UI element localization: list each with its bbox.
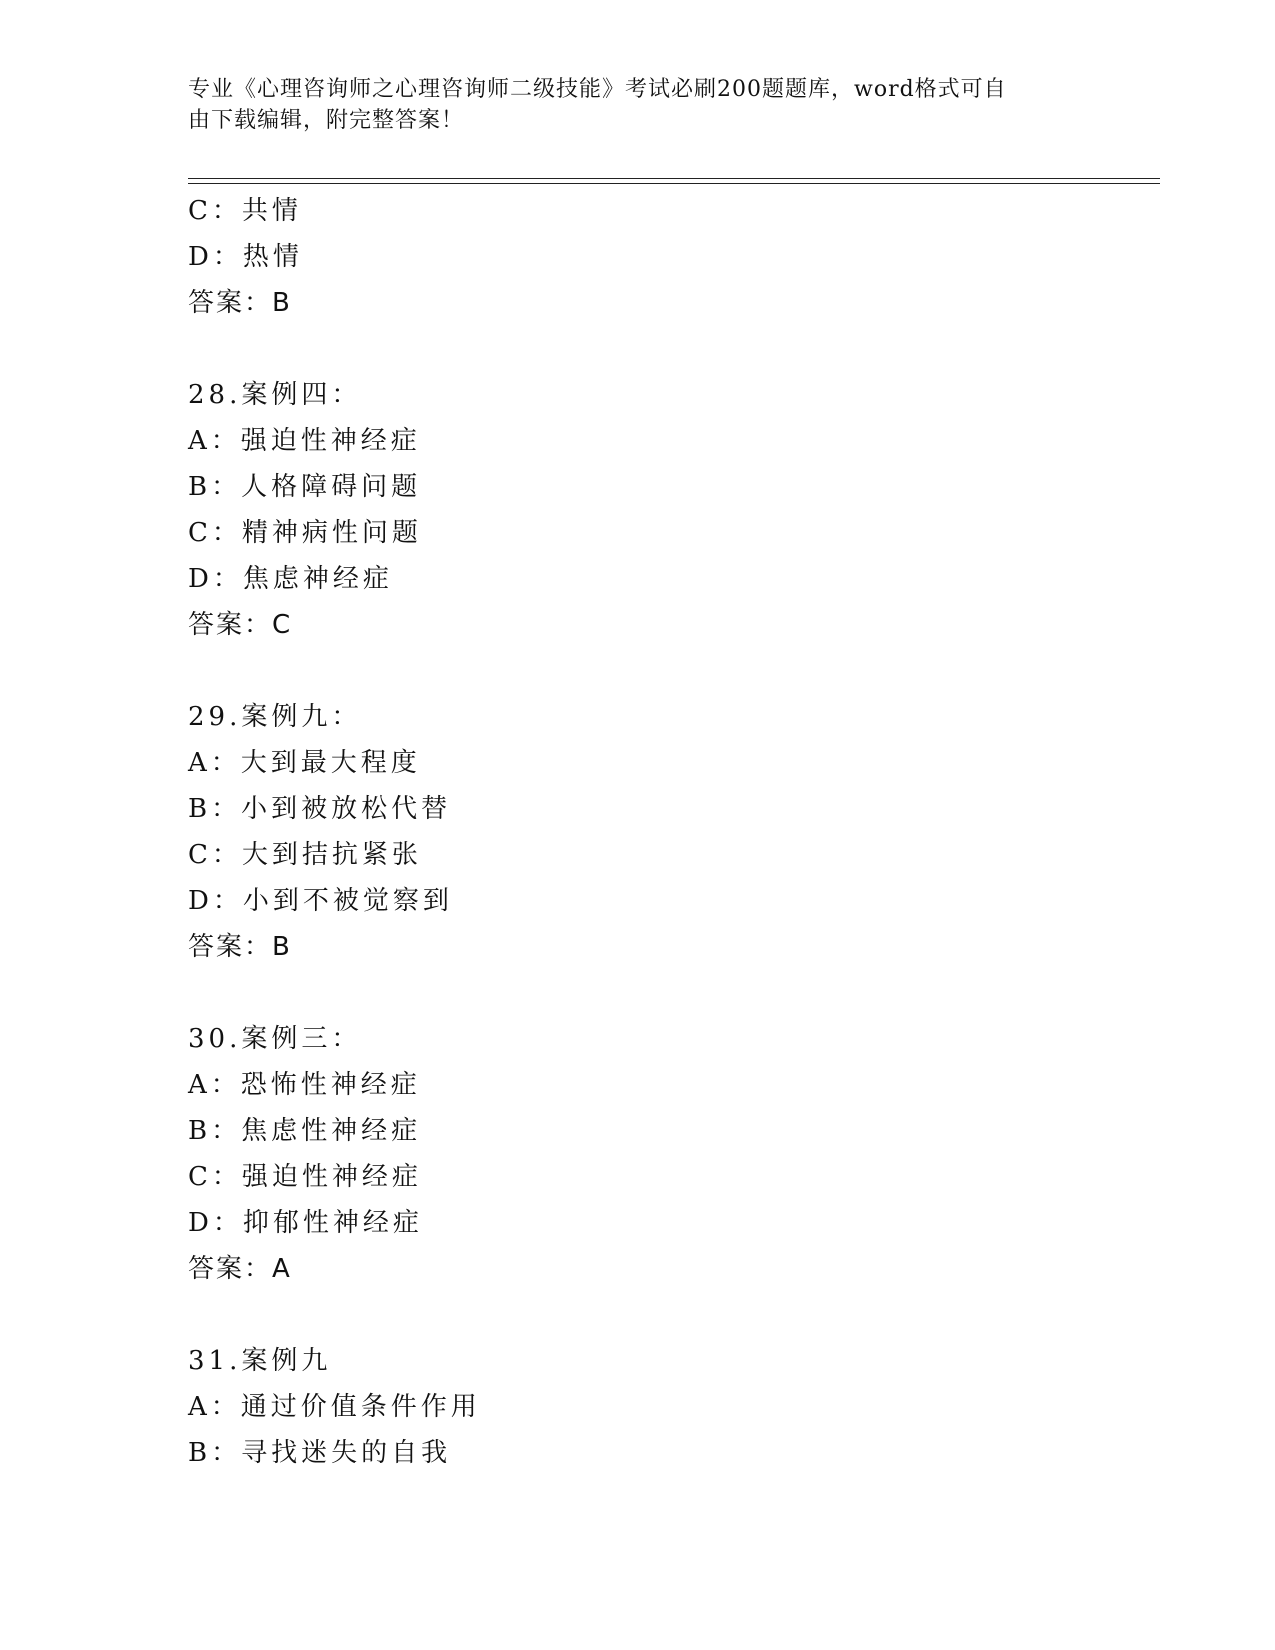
question-27-continued	[188, 188, 1148, 326]
question-title: 30.案例三：	[188, 1024, 362, 1054]
spacer	[188, 326, 1148, 372]
option-b: B：小到被放松代替	[188, 794, 452, 824]
answer-line: 答案：B	[188, 288, 292, 318]
option-d: D：热情	[188, 242, 303, 272]
option-a: A：通过价值条件作用	[188, 1392, 481, 1422]
option-d: D：小到不被觉察到	[188, 886, 453, 916]
header-divider-bottom	[188, 183, 1160, 184]
option-c: C：强迫性神经症	[188, 1162, 422, 1192]
spacer	[188, 648, 1148, 694]
option-d: D：抑郁性神经症	[188, 1208, 423, 1238]
option-a: A：恐怖性神经症	[188, 1070, 421, 1100]
question-29	[188, 694, 1148, 970]
answer-line: 答案：C	[188, 610, 293, 640]
question-title: 28.案例四：	[188, 380, 362, 410]
header-divider-top	[188, 178, 1160, 179]
option-b: B：焦虑性神经症	[188, 1116, 422, 1146]
answer-line: 答案：B	[188, 932, 292, 962]
header-line-1: 专业《心理咨询师之心理咨询师二级技能》考试必刷200题题库，word格式可自	[188, 77, 1007, 102]
option-c: C：精神病性问题	[188, 518, 422, 548]
option-b: B：人格障碍问题	[188, 472, 422, 502]
document-header	[188, 74, 1068, 136]
question-title: 31.案例九	[188, 1346, 332, 1376]
question-list	[188, 188, 1148, 1476]
spacer	[188, 1292, 1148, 1338]
question-30	[188, 1016, 1148, 1292]
header-line-2: 由下载编辑，附完整答案！	[188, 108, 465, 133]
question-28	[188, 372, 1148, 648]
question-31	[188, 1338, 1148, 1476]
spacer	[188, 970, 1148, 1016]
option-a: A：大到最大程度	[188, 748, 421, 778]
answer-line: 答案：A	[188, 1254, 292, 1284]
option-d: D：焦虑神经症	[188, 564, 393, 594]
question-title: 29.案例九：	[188, 702, 362, 732]
option-b: B：寻找迷失的自我	[188, 1438, 452, 1468]
option-c: C：共情	[188, 196, 302, 226]
option-a: A：强迫性神经症	[188, 426, 421, 456]
option-c: C：大到拮抗紧张	[188, 840, 422, 870]
